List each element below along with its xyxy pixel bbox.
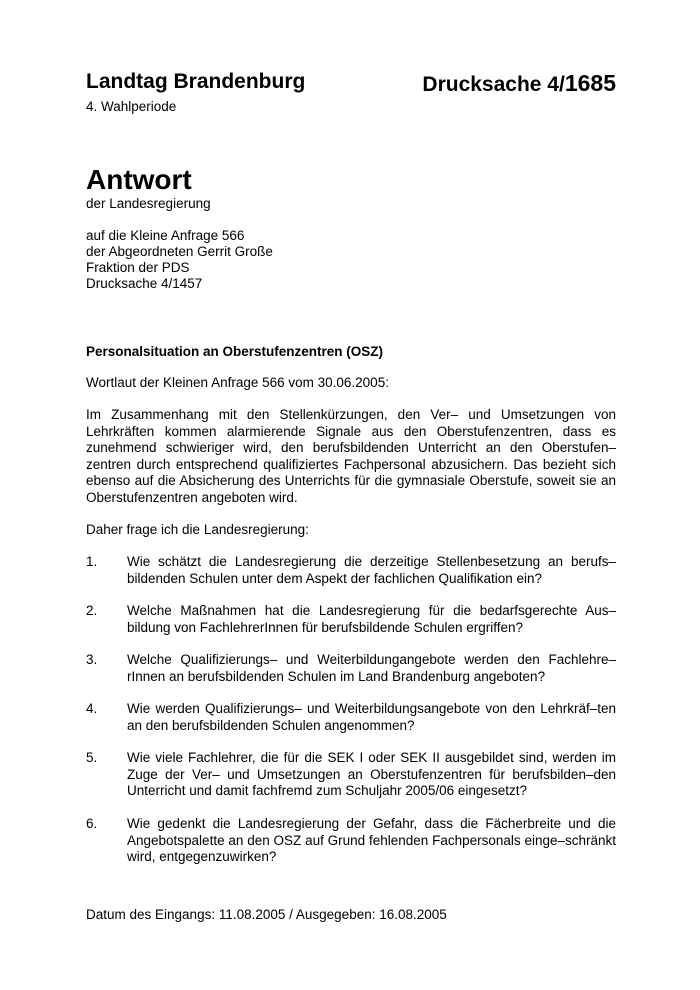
question-text: Wie schätzt die Landesregierung die derzeitige Stellenbesetzung an berufs–bildenden Schulen unter dem Aspekt der fachlichen Qualifikation ein? — [127, 554, 616, 586]
legislative-period: 4. Wahlperiode — [86, 99, 177, 114]
question-item — [86, 816, 616, 866]
question-item — [86, 554, 616, 587]
drucksache-number-value: 1685 — [564, 70, 616, 96]
body-paragraph: Im Zusammenhang mit den Stellenkürzungen, den Ver– und Umsetzungen von Lehrkräften kommen alarmierende Signale aus den Oberstufenzentren, dass es zunehmend schwieriger wird, den berufsbildenden Unterricht an den Oberstufen–zentren durch entsprechend qualifiziertes Fachpersonal abzusichern. Das bezieht sich ebenso auf die Absicherung des Unterrichts für die gymnasiale Oberstufe, soweit sie an Oberstufenzentren angeboten wird. — [86, 407, 616, 505]
question-text: Wie viele Fachlehrer, die für die SEK I oder SEK II ausgebildet sind, werden im Zuge der Ver– und Umsetzungen an Oberstufenzentren für berufsbilden–den Unterricht und damit fachfremd zum Schuljahr 2005/06 eingesetzt? — [127, 750, 616, 798]
document-type: Antwort — [86, 164, 192, 195]
question-text: Welche Qualifizierungs– und Weiterbildungangebote werden den Fachlehre–rInnen an berufsbildenden Schulen im Land Brandenburg angeboten? — [127, 652, 616, 684]
question-number: 3. — [86, 652, 98, 667]
faction-line: Fraktion der PDS — [86, 260, 190, 275]
question-text: Welche Maßnahmen hat die Landesregierung für die bedarfsgerechte Aus–bildung von FachlehrerInnen für berufsbildende Schulen ergriffen? — [127, 603, 616, 635]
inquiry-reference-line: auf die Kleine Anfrage 566 — [86, 228, 245, 243]
drucksache-number — [422, 70, 616, 97]
question-number: 5. — [86, 750, 98, 765]
drucksache-prefix: Drucksache 4/ — [422, 73, 565, 96]
parliament-name: Landtag Brandenburg — [86, 70, 306, 93]
reference-drucksache-line: Drucksache 4/1457 — [86, 276, 203, 291]
question-text: Wie gedenkt die Landesregierung der Gefahr, dass die Fächerbreite und die Angebotspalette an den OSZ auf Grund fehlenden Fachpersonals einge–schränkt wird, entgegenzuwirken? — [127, 816, 616, 864]
question-item — [86, 701, 616, 734]
issuer-line: der Landesregierung — [86, 196, 211, 211]
question-intro: Daher frage ich die Landesregierung: — [86, 522, 309, 537]
question-item — [86, 750, 616, 800]
document-header — [86, 70, 616, 114]
question-number: 1. — [86, 554, 98, 569]
question-number: 6. — [86, 816, 98, 831]
question-item — [86, 652, 616, 685]
question-text: Wie werden Qualifizierungs– und Weiterbildungsangebote von den Lehrkräf–ten an den berufsbildenden Schulen angenommen? — [127, 701, 616, 733]
deputy-line: der Abgeordneten Gerrit Große — [86, 244, 273, 259]
wording-intro: Wortlaut der Kleinen Anfrage 566 vom 30.06.2005: — [86, 375, 389, 390]
question-number: 2. — [86, 603, 98, 618]
section-title: Personalsituation an Oberstufenzentren (OSZ) — [86, 344, 384, 359]
receipt-date-line: Datum des Eingangs: 11.08.2005 / Ausgegeben: 16.08.2005 — [86, 907, 447, 922]
question-item — [86, 603, 616, 636]
question-number: 4. — [86, 701, 98, 716]
